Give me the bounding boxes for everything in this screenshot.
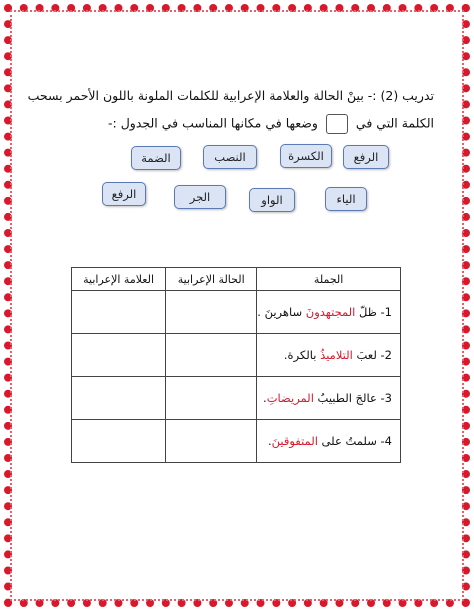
drag-chip-jar[interactable]: الجر [174, 185, 226, 209]
drag-chip-damma[interactable]: الضمة [131, 146, 181, 170]
drag-chip-raf-2[interactable]: الرفع [102, 182, 146, 206]
table-row [72, 377, 401, 420]
word-bank-box-icon [326, 114, 348, 134]
case-drop-cell[interactable] [166, 420, 257, 463]
sentence-cell [257, 377, 401, 420]
table-row [72, 334, 401, 377]
drag-chip-yaa[interactable]: الياء [325, 187, 367, 211]
drag-chip-raf[interactable]: الرفع [343, 145, 389, 169]
sentence-text: 2- لعبَ [352, 348, 392, 362]
sentence-text: 4- سلمتُ على [317, 434, 392, 448]
header-case: الحالة الإعرابية [166, 268, 257, 291]
sentence-text-end: . [267, 434, 272, 448]
sign-drop-cell[interactable] [72, 377, 166, 420]
drag-chip-nasb[interactable]: النصب [203, 145, 257, 169]
instruction-line-2-end: وضعها في مكانها المناسب في الجدول :- [108, 115, 318, 131]
drag-chip-waw[interactable]: الواو [249, 188, 295, 212]
sentence-text-end: بالكرة. [283, 348, 321, 362]
case-drop-cell[interactable] [166, 291, 257, 334]
instruction-line-1: تدريب (2) :- بينْ الحالة والعلامة الإعرابية للكلمات الملونة باللون الأحمر بسحب [27, 88, 434, 103]
highlighted-word: المريضاتِ [266, 391, 314, 405]
sentence-text-end: ساهرينَ . [257, 305, 306, 319]
instruction-line-2 [108, 114, 434, 134]
case-drop-cell[interactable] [166, 377, 257, 420]
sentence-cell [257, 420, 401, 463]
sign-drop-cell[interactable] [72, 334, 166, 377]
highlighted-word: المجتهدونَ [305, 305, 356, 319]
highlighted-word: المتفوقينَ [271, 434, 318, 448]
sign-drop-cell[interactable] [72, 291, 166, 334]
header-sign: العلامة الإعرابية [72, 268, 166, 291]
sign-drop-cell[interactable] [72, 420, 166, 463]
instruction-line-2-start: الكلمة التي في [355, 115, 434, 131]
sentence-text: 1- ظلّ [355, 305, 392, 319]
table-row [72, 291, 401, 334]
case-drop-cell[interactable] [166, 334, 257, 377]
sentence-cell [257, 334, 401, 377]
drag-chip-kasra[interactable]: الكسرة [280, 144, 332, 168]
sentence-cell [257, 291, 401, 334]
header-sentence: الجملة [257, 268, 401, 291]
highlighted-word: التلاميذُ [320, 348, 353, 362]
answer-table [71, 267, 401, 463]
sentence-text: 3- عالجَ الطبيبُ [313, 391, 392, 405]
sentence-text-end: . [263, 391, 267, 405]
table-row [72, 420, 401, 463]
